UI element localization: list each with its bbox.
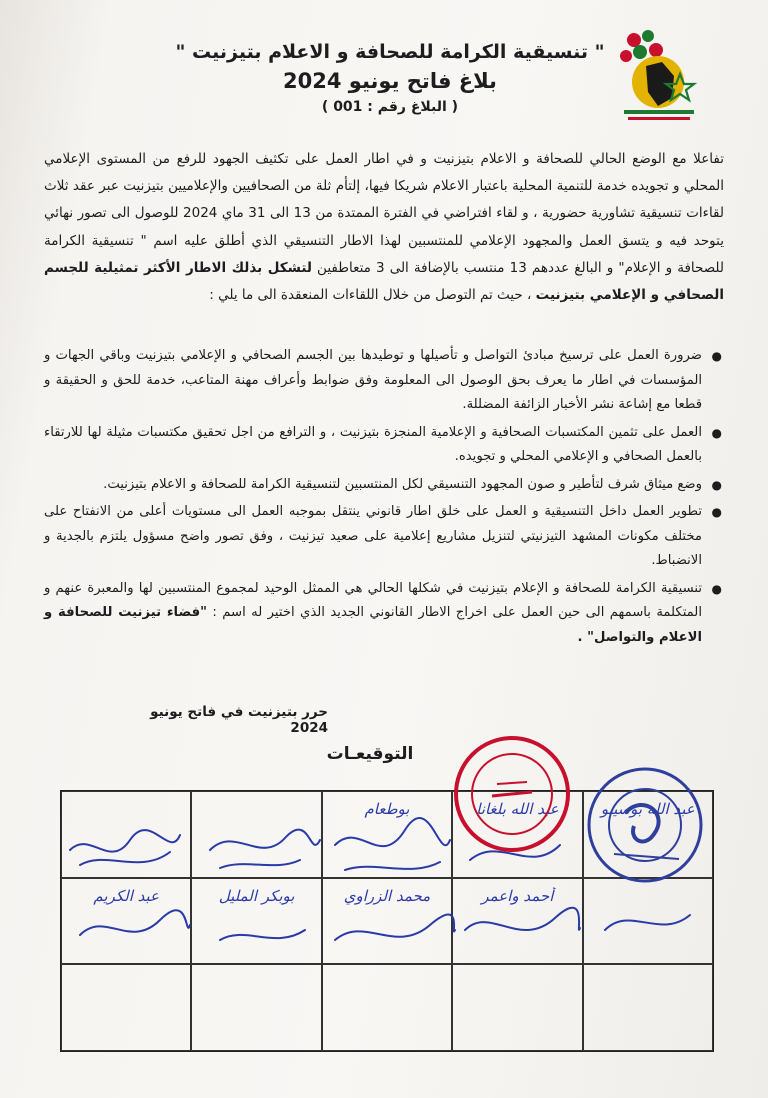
list-item xyxy=(44,500,724,574)
signature-cell xyxy=(191,791,321,878)
intro-text-bold: لتشكل بذلك الاطار الأكثر تمثيلية للجسم الصحافي و الإعلامي بتيزنيت xyxy=(44,259,724,304)
blue-official-stamp xyxy=(584,764,706,886)
bullet-icon: ● xyxy=(711,477,722,492)
signature-cell xyxy=(322,964,452,1051)
signature-cell xyxy=(191,964,321,1051)
organization-logo xyxy=(618,26,702,126)
signature-cell xyxy=(191,878,321,965)
intro-text-1: تفاعلا مع الوضع الحالي للصحافة و الاعلام بتيزنيت و في اطار العمل على تكثيف الجهود للرفع من المستوى الإعلامي المحلي و تجويده خدمة للتنمية المحلية باعتبار الاعلام شريكا فيها، إلتأم ثلة من الصحافيين والإعلاميين بتيزنيت عبر عقد ثلاث لقاءات تنسيقية تشاورية حضورية ، و لقاء افتراضي في الفترة الممتدة من 13 الى 31 ماي 2024 للوصول الى تصور نهائي يتوحد فيه و يتسق العمل والمجهود الإعلامي للمنتسبين لهذا الاطار التنسيقي الذي أطلق عليه اسم " تنسيقية الكرامة للصحافة و الإعلام" و البالغ عددهم 13 منتسب بالإضافة الى 3 متعاطفين xyxy=(44,151,725,276)
point-text: تطوير العمل داخل التنسيقية و العمل على خلق اطار قانوني ينتقل بموجبه العمل الى مستويات أعلى من الانفتاح على مختلف مكونات المشهد التيزنيتي لتنزيل مشاريع إعلامية على صعيد تيزنيت ، وفق تصور واضح مسؤول يلتزم بالجدية و الانضباط. xyxy=(44,504,702,568)
signature-cell xyxy=(322,878,452,965)
communique-number: ( البلاغ رقم : 001 ) xyxy=(321,99,459,115)
intro-paragraph xyxy=(44,146,724,309)
header xyxy=(170,38,610,118)
point-text: وضع ميثاق شرف لتأطير و صون المجهود التنسيقي لكل المنتسبين لتنسيقية الكرامة للصحافة و الاعلام بتيزنيت. xyxy=(103,476,702,492)
signature-name: عبد الله بلغانا xyxy=(476,800,559,818)
signature-cell xyxy=(322,791,452,878)
bullet-icon: ● xyxy=(711,425,722,440)
point-text-bold: "فضاء تيزنيت للصحافة و الاعلام والتواصل" . xyxy=(44,605,702,645)
signature-cell xyxy=(452,964,582,1051)
signature-cell xyxy=(61,878,191,965)
signature-cell xyxy=(583,878,713,965)
bullet-icon: ● xyxy=(711,505,722,519)
signatures-title: التوقيعـات xyxy=(326,744,414,764)
signature-name: أحمد واعمر xyxy=(481,886,554,905)
list-item xyxy=(44,421,724,470)
signature-name: عبد الكريم xyxy=(93,886,159,905)
signature-cell xyxy=(61,791,191,878)
bullet-icon: ● xyxy=(711,581,722,596)
point-text: ضرورة العمل على ترسيخ مبادئ التواصل و تأصيلها و توطيدها بين الجسم الصحافي و الإعلامي بتيزنيت وباقي الجهات و المؤسسات في اطار ما يعرف بحق الوصول الى المعلومة وفق ضوابط وأعراف مهنة المتاعب، خدمة للحق و الحقيقة و قطعا مع إشاعة نشر الأخبار الزائفة المضللة. xyxy=(44,348,702,412)
list-item xyxy=(44,344,724,418)
signature-cell xyxy=(583,964,713,1051)
signature-cell xyxy=(452,878,582,965)
dateline: حرر بتيزنيت في فاتح يونيو 2024 xyxy=(150,704,328,736)
intro-text-2: ، حيث تم التوصل من خلال اللقاءات المنعقدة الى ما يلي : xyxy=(209,287,536,304)
points-list xyxy=(44,344,724,653)
signature-name: عبد الله بوسيبو xyxy=(600,800,695,818)
communique-title: بلاغ فاتح يونيو 2024 xyxy=(283,69,497,93)
list-item xyxy=(44,577,724,651)
point-text: تنسيقية الكرامة للصحافة و الإعلام بتيزنيت في شكلها الحالي هي الممثل الوحيد لمجموع المنتسبين لها والمعبرة عنهم و المتكلمة باسمهم الى حين العمل على اخراج الاطار القانوني الجديد الذي اختير له اسم : xyxy=(44,580,702,620)
point-text: العمل على تثمين المكتسبات الصحافية و الإعلامية المنجزة بتيزنيت ، و الترافع من اجل تحقيق مكتسبات مثيلة لها للارتقاء بالعمل الصحافي و الإعلامي المحلي و تجويده. xyxy=(44,424,702,464)
bullet-icon: ● xyxy=(711,349,722,363)
signature-name: بوبكر المليل xyxy=(218,886,295,905)
signature-name: محمد الزراوي xyxy=(343,886,431,905)
signature-name: بوطعام xyxy=(364,800,410,818)
list-item xyxy=(44,473,724,498)
red-official-stamp xyxy=(452,734,572,854)
organization-title: " تنسيقية الكرامة للصحافة و الاعلام بتيزنيت " xyxy=(175,41,605,63)
signature-cell xyxy=(61,964,191,1051)
